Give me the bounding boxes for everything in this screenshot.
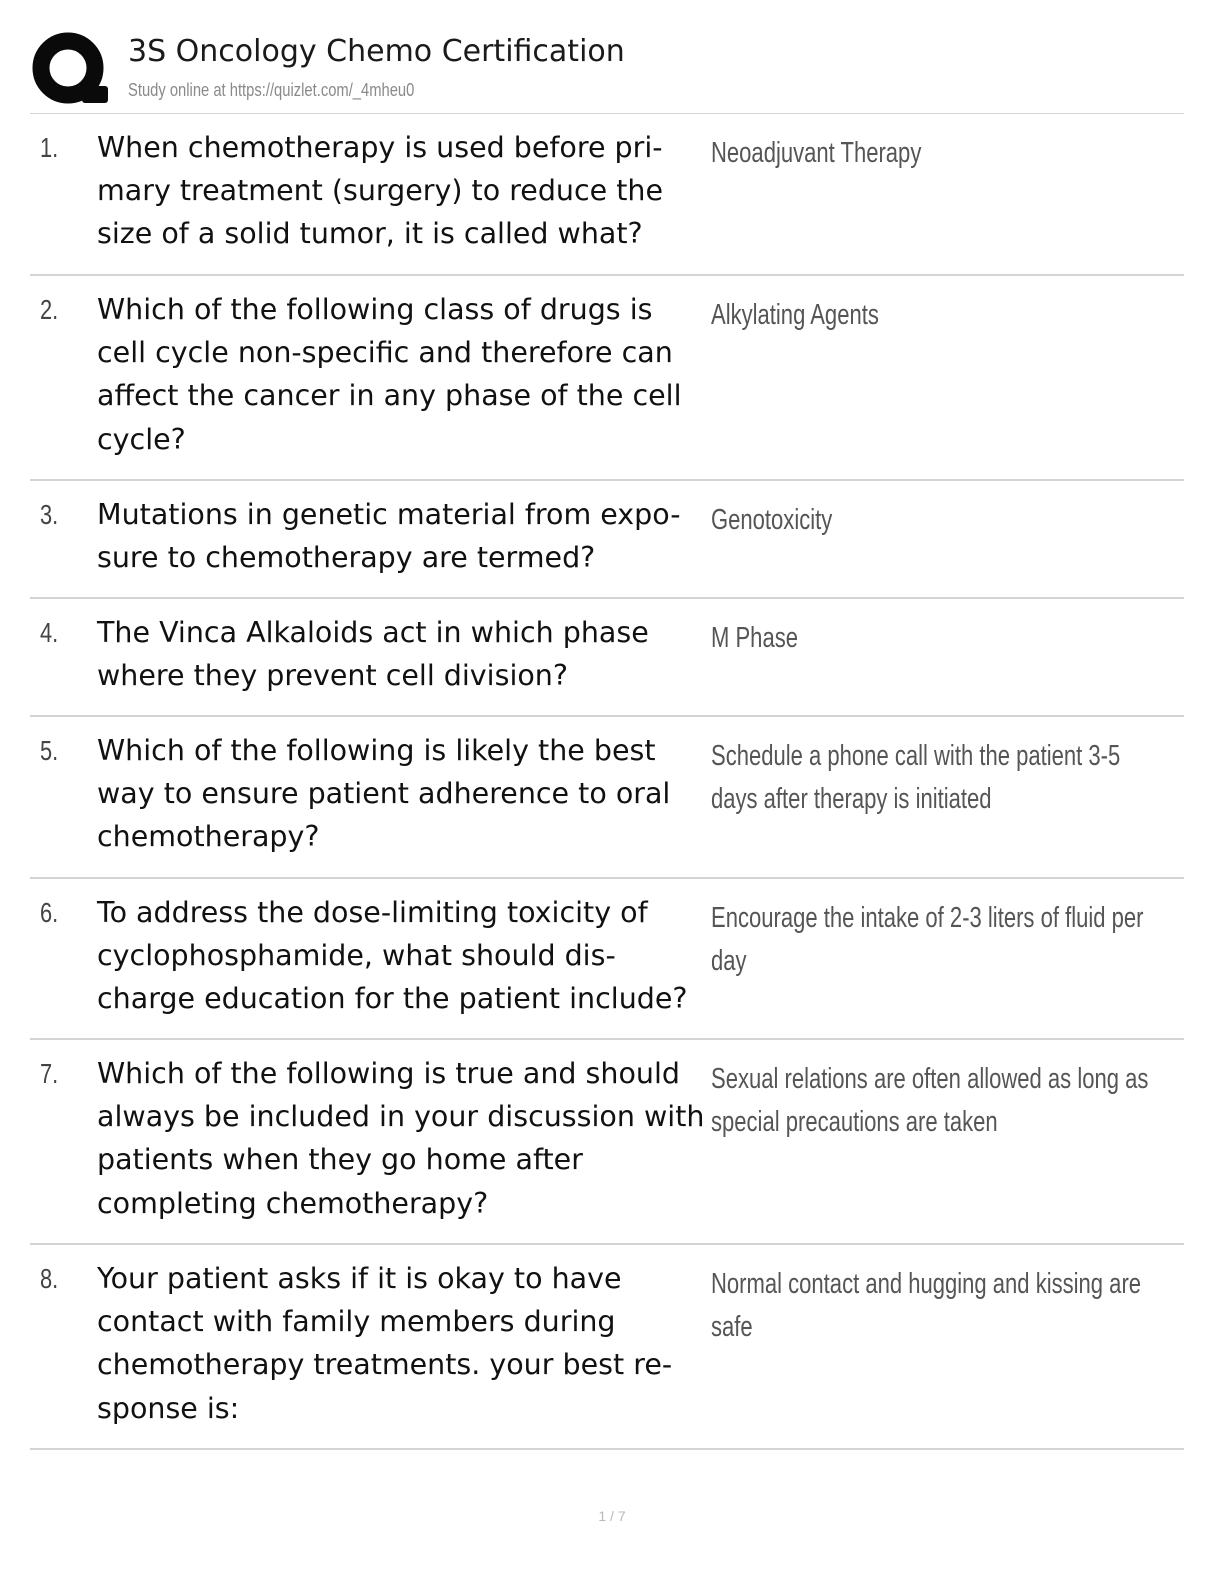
card-answer: Neoadjuvant Therapy — [711, 137, 922, 169]
card-question: To address the dose-limiting toxicity of cyclophosphamide, what should dis-charge education for the patient include? — [97, 896, 688, 1016]
card-question: When chemotherapy is used before pri-mary treatment (surgery) to reduce the size of a solid tumor, it is called what? — [97, 131, 664, 251]
card-number: 1. — [40, 132, 59, 163]
quizlet-logo-icon — [30, 32, 110, 108]
flashcard-row — [30, 481, 1184, 599]
flashcard-row — [30, 879, 1184, 1040]
flashcard-list — [30, 114, 1184, 1450]
page-header — [30, 28, 1184, 114]
flashcard-row — [30, 114, 1184, 276]
flashcard-row — [30, 1245, 1184, 1450]
card-answer: Genotoxicity — [711, 504, 833, 536]
card-number: 4. — [40, 617, 59, 648]
flashcard-row — [30, 717, 1184, 879]
card-answer: Normal contact and hugging and kissing are safe — [711, 1268, 1142, 1344]
card-question: Which of the following is likely the best way to ensure patient adherence to oral chemotherapy? — [97, 734, 671, 854]
document-title: 3S Oncology Chemo Certification — [128, 34, 625, 69]
card-number: 3. — [40, 499, 59, 530]
card-answer: Schedule a phone call with the patient 3-5 days after therapy is initiated — [711, 740, 1121, 816]
card-number: 5. — [40, 735, 59, 766]
card-question: Your patient asks if it is okay to have contact with family members during chemotherapy treatments. your best re-sponse is: — [97, 1262, 673, 1425]
card-answer: Encourage the intake of 2-3 liters of fluid per day — [711, 902, 1144, 978]
card-answer: Alkylating Agents — [711, 299, 879, 331]
card-number: 2. — [40, 294, 59, 325]
flashcard-row — [30, 1040, 1184, 1245]
page-number: 1 / 7 — [598, 1508, 626, 1524]
card-number: 7. — [40, 1058, 59, 1089]
card-number: 8. — [40, 1263, 59, 1294]
card-answer: Sexual relations are often allowed as long as special precautions are taken — [711, 1063, 1149, 1139]
card-question: Mutations in genetic material from expo-sure to chemotherapy are termed? — [97, 498, 681, 575]
card-answer: M Phase — [711, 622, 798, 654]
flashcard-row — [30, 276, 1184, 481]
card-question: Which of the following class of drugs is cell cycle non-specific and therefore can affect the cancer in any phase of the cell cycle? — [97, 293, 682, 456]
study-online-link[interactable]: Study online at https://quizlet.com/_4mheu0 — [128, 80, 415, 100]
card-number: 6. — [40, 897, 59, 928]
card-question: Which of the following is true and should always be included in your discussion with patients when they go home after completing chemotherapy? — [97, 1057, 705, 1220]
flashcard-row — [30, 599, 1184, 717]
card-question: The Vinca Alkaloids act in which phase where they prevent cell division? — [97, 616, 649, 693]
